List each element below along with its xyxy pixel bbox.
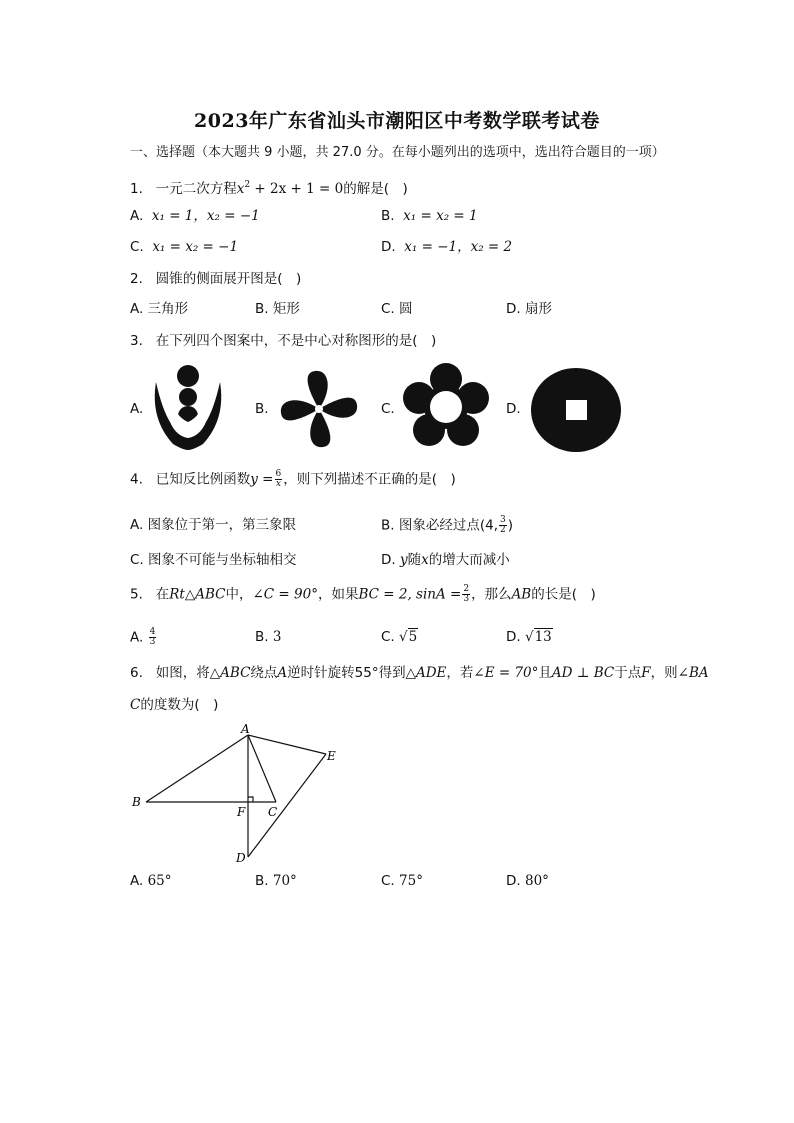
section-heading: 一、选择题（本大题共 9 小题，共 27.0 分。在每小题列出的选项中，选出符合题目的一项） <box>130 145 665 160</box>
q4-option-c-label: C. <box>130 552 144 568</box>
q5-stem-a: 在 <box>155 586 170 603</box>
question-1 <box>130 176 408 198</box>
question-6-line-2 <box>130 696 218 714</box>
q3-figure-b-pinwheel-icon <box>276 368 362 450</box>
q5-stem-d: ，那么 <box>471 586 512 603</box>
q6-option-a-text: 65° <box>147 873 172 889</box>
q6-option-b-label: B. <box>255 873 269 889</box>
q1-eq-exp: 2 <box>244 180 251 190</box>
q4-option-b[interactable] <box>381 516 513 535</box>
q6-option-b-text: 70° <box>272 873 297 889</box>
q4-option-d-text-b: 的增大而减小 <box>428 552 510 568</box>
q5-stem-e: 的长是( ) <box>531 586 596 603</box>
q5-option-d-sqrt: √13 <box>524 629 552 645</box>
q6-option-d-label: D. <box>506 873 521 889</box>
q6-fig-label-d: D <box>236 851 246 865</box>
q5-option-a-den: 3 <box>149 637 156 647</box>
q3-option-d-label[interactable]: D. <box>506 401 521 417</box>
q4-option-d-text-a: 随 <box>407 552 422 568</box>
q6-line2-c: C <box>130 697 141 713</box>
q4-option-b-close: ) <box>507 517 514 534</box>
q6-option-a-label: A. <box>130 873 144 889</box>
q4-stem-a: 已知反比例函数 <box>155 471 251 488</box>
q1-eq-x: x <box>236 181 245 197</box>
q6-tri2: △ADE <box>405 665 447 681</box>
q5-option-a-num: 4 <box>149 627 156 637</box>
q2-option-d-text: 扇形 <box>524 301 552 317</box>
q6-text-a: 如图，将 <box>155 665 210 681</box>
q2-option-a-text: 三角形 <box>147 301 189 317</box>
q2-option-d[interactable] <box>506 300 552 318</box>
q6-option-d[interactable] <box>506 872 549 890</box>
q3-figure-d-coin-icon <box>530 367 622 453</box>
q1-option-b[interactable] <box>381 207 478 225</box>
q6-option-a[interactable] <box>130 872 172 890</box>
q4-option-d-y: y <box>399 552 408 568</box>
q6-fig-label-c: C <box>268 805 278 819</box>
q5-option-c-sqrt: √5 <box>399 629 418 645</box>
q3-option-c-label[interactable]: C. <box>381 401 395 417</box>
q6-fig-label-e: E <box>327 749 336 763</box>
q2-option-b[interactable] <box>255 300 300 318</box>
q6-fig-label-f: F <box>237 805 246 819</box>
q1-option-b-label: B. <box>381 208 395 224</box>
q5-option-d[interactable] <box>506 628 553 646</box>
q1-option-d-label: D. <box>381 239 396 255</box>
q3-figure-c-flower-icon <box>402 362 490 452</box>
q4-option-b-text: 图象必经过点(4, <box>398 517 499 534</box>
q5-frac-num: 2 <box>463 584 470 594</box>
q2-option-d-label: D. <box>506 301 521 317</box>
q6-line2-rest: 的度数为( ) <box>140 697 219 713</box>
q5-option-d-radicand: 13 <box>534 629 552 645</box>
q6-text-e: 且 <box>538 665 552 681</box>
q4-stem-b: ，则下列描述不正确的是( ) <box>283 471 456 488</box>
q6-text-b: 绕点 <box>250 665 278 681</box>
q5-triangle: Rt△ABC <box>169 586 226 603</box>
q1-stem-b: 的解是( ) <box>343 181 408 197</box>
q2-number: 2. <box>130 271 143 287</box>
q5-number: 5. <box>130 586 143 603</box>
q6-option-d-text: 80° <box>524 873 549 889</box>
q4-option-b-frac-num: 3 <box>500 515 506 525</box>
q6-point-a: A <box>277 665 288 681</box>
q4-option-b-label: B. <box>381 517 395 534</box>
q2-option-c-label: C. <box>381 301 395 317</box>
q6-perp: AD ⊥ BC <box>551 665 615 681</box>
q5-option-a-fraction <box>149 628 157 647</box>
q2-option-a-label: A. <box>130 301 144 317</box>
q4-number: 4. <box>130 471 143 488</box>
q6-text-c: 逆时针旋转55°得到 <box>287 665 406 681</box>
q6-text-f: 于点 <box>614 665 642 681</box>
q5-stem-b: 中， <box>225 586 253 603</box>
question-4 <box>130 470 456 489</box>
q6-angle-e: ∠E = 70° <box>473 665 539 681</box>
q5-option-b-text: 3 <box>272 629 282 645</box>
q1-stem-a: 一元二次方程 <box>155 181 237 197</box>
q4-fraction <box>275 470 283 489</box>
q1-number: 1. <box>130 181 143 197</box>
q5-option-a-label: A. <box>130 629 144 646</box>
q1-option-b-text: x₁ = x₂ = 1 <box>403 208 478 224</box>
question-5 <box>130 585 596 604</box>
question-2 <box>130 270 301 288</box>
q4-option-b-fraction <box>499 516 507 535</box>
q6-fig-label-a: A <box>241 722 250 736</box>
q1-option-a[interactable] <box>130 207 260 225</box>
q5-fraction <box>462 585 470 604</box>
q6-text-g: ，则 <box>650 665 678 681</box>
q2-option-c[interactable] <box>381 300 413 318</box>
q4-option-a-label: A. <box>130 517 144 533</box>
q6-point-f: F <box>641 665 651 681</box>
q2-option-b-label: B. <box>255 301 269 317</box>
q6-option-b[interactable] <box>255 872 297 890</box>
q5-bc: BC = 2, sinA = <box>358 586 462 603</box>
q2-option-c-text: 圆 <box>399 301 413 317</box>
q1-option-c-text: x₁ = x₂ = −1 <box>152 239 239 255</box>
q6-angle-ba: ∠BA <box>677 665 709 681</box>
q6-geometry-figure <box>128 720 348 870</box>
q3-number: 3. <box>130 333 143 349</box>
q5-option-c[interactable] <box>381 628 418 646</box>
q4-option-d-label: D. <box>381 552 396 568</box>
q4-option-b-frac-den: 2 <box>500 525 506 535</box>
q2-option-b-text: 矩形 <box>272 301 300 317</box>
q3-stem: 在下列四个图案中，不是中心对称图形的是( ) <box>155 333 437 349</box>
q4-option-a-text: 图象位于第一，第三象限 <box>147 517 297 533</box>
q2-option-a[interactable] <box>130 300 188 318</box>
q4-option-c-text: 图象不可能与坐标轴相交 <box>148 552 297 568</box>
q4-option-a[interactable] <box>130 516 296 534</box>
q6-option-c[interactable] <box>381 872 423 890</box>
q6-option-c-label: C. <box>381 873 395 889</box>
q5-ab: AB <box>511 586 532 603</box>
question-3 <box>130 332 436 350</box>
q6-option-c-text: 75° <box>399 873 423 889</box>
q4-option-d[interactable] <box>381 551 510 569</box>
q5-option-c-label: C. <box>381 629 395 645</box>
q3-option-a-label[interactable]: A. <box>130 401 144 417</box>
q1-eq-rest: + 2x + 1 = 0 <box>250 181 344 197</box>
q2-stem: 圆锥的侧面展开图是( ) <box>155 271 302 287</box>
q6-number: 6. <box>130 665 143 681</box>
q3-option-b-label[interactable]: B. <box>255 401 269 417</box>
q1-option-d[interactable] <box>381 238 512 256</box>
q5-stem-c: ，如果 <box>317 586 359 603</box>
q4-option-d-x: x <box>421 552 429 568</box>
q4-frac-den: x <box>275 479 281 489</box>
q4-function: y = <box>250 471 274 488</box>
q6-text-d: ，若 <box>446 665 474 681</box>
q3-figure-a-tulip-icon <box>148 364 228 452</box>
q4-frac-num: 6 <box>275 469 282 479</box>
q6-fig-label-b: B <box>132 795 141 809</box>
question-6-line-1 <box>130 664 709 682</box>
q1-option-a-text: x₁ = 1，x₂ = −1 <box>151 208 260 224</box>
q5-angle: ∠C = 90° <box>252 586 318 603</box>
q1-option-a-label: A. <box>130 208 144 224</box>
q1-option-c[interactable] <box>130 238 238 256</box>
q5-option-c-radicand: 5 <box>408 629 418 645</box>
q1-option-d-text: x₁ = −1，x₂ = 2 <box>404 239 513 255</box>
q1-option-c-label: C. <box>130 239 144 255</box>
q5-option-a[interactable] <box>130 628 157 647</box>
q4-option-c[interactable] <box>130 551 297 569</box>
q5-option-b[interactable] <box>255 628 281 646</box>
q5-frac-den: 3 <box>463 594 470 604</box>
q6-tri1: △ABC <box>209 665 251 681</box>
q5-option-b-label: B. <box>255 629 269 645</box>
q5-option-d-label: D. <box>506 629 521 645</box>
exam-title: 2023年广东省汕头市潮阳区中考数学联考试卷 <box>194 110 600 132</box>
